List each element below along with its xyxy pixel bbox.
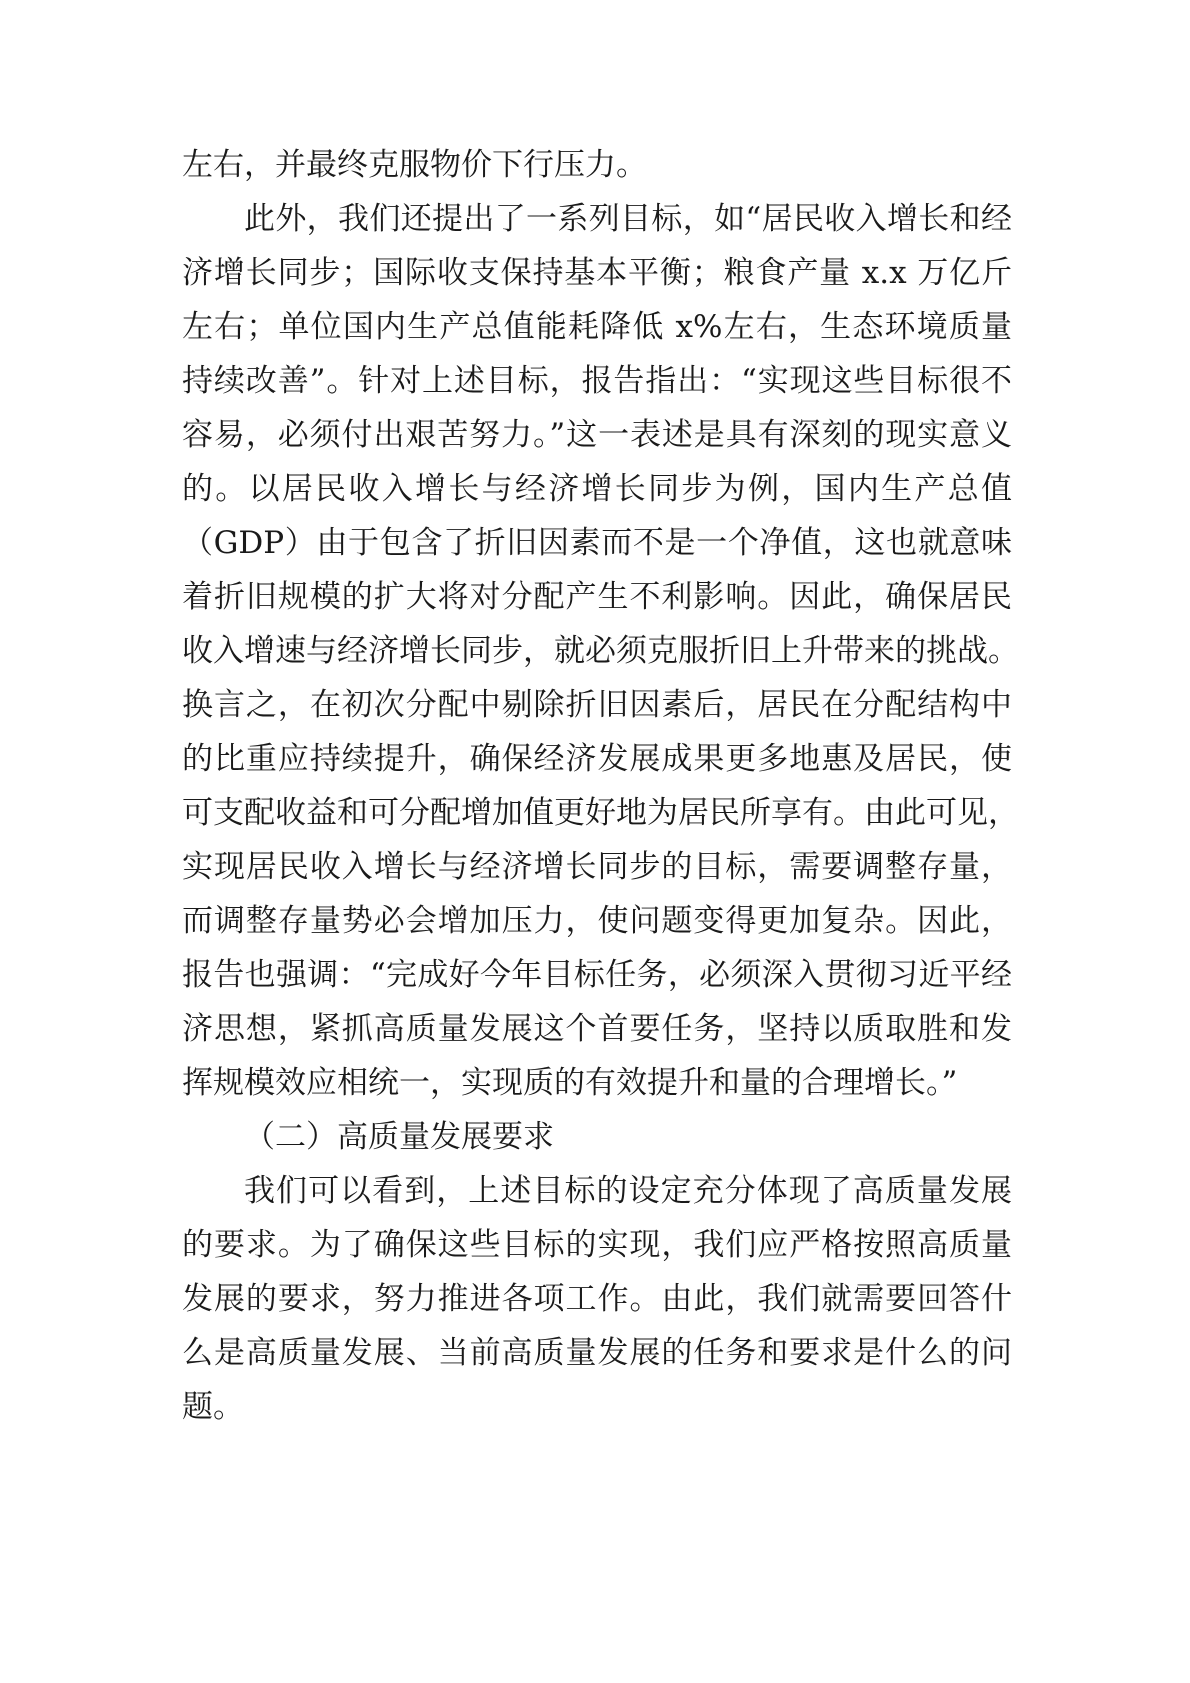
body-line: 济增长同步；国际收支保持基本平衡；粮食产量 x.x 万亿斤 [182,255,1012,291]
body-line: 的要求。为了确保这些目标的实现，我们应严格按照高质量 [182,1227,1012,1263]
section-heading: （二）高质量发展要求 [244,1119,554,1155]
body-line: 持续改善”。针对上述目标，报告指出：“实现这些目标很不 [182,363,1012,399]
body-line: 收入增速与经济增长同步，就必须克服折旧上升带来的挑战。 [182,633,1019,669]
body-line: 着折旧规模的扩大将对分配产生不利影响。因此，确保居民 [182,579,1012,615]
body-line: 挥规模效应相统一，实现质的有效提升和量的合理增长。” [182,1065,958,1101]
body-line: 换言之，在初次分配中剔除折旧因素后，居民在分配结构中 [182,687,1012,723]
body-line: 可支配收益和可分配增加值更好地为居民所享有。由此可见， [182,795,1019,831]
body-line: 而调整存量势必会增加压力，使问题变得更加复杂。因此， [182,903,1012,939]
body-line: 报告也强调：“完成好今年目标任务，必须深入贯彻习近平经 [182,957,1012,993]
body-line: 左右，并最终克服物价下行压力。 [182,147,647,183]
body-line: （GDP）由于包含了折旧因素而不是一个净值，这也就意味 [182,525,1012,561]
body-line: 我们可以看到，上述目标的设定充分体现了高质量发展 [244,1173,1012,1209]
body-line: 左右；单位国内生产总值能耗降低 x%左右，生态环境质量 [182,309,1012,345]
body-line: 的。以居民收入增长与经济增长同步为例，国内生产总值 [182,471,1012,507]
body-line: 此外，我们还提出了一系列目标，如“居民收入增长和经 [244,201,1012,237]
body-line: 发展的要求，努力推进各项工作。由此，我们就需要回答什 [182,1281,1012,1317]
body-line: 题。 [182,1389,244,1425]
body-line: 济思想，紧抓高质量发展这个首要任务，坚持以质取胜和发 [182,1011,1012,1047]
body-line: 实现居民收入增长与经济增长同步的目标，需要调整存量， [182,849,1012,885]
body-line: 的比重应持续提升，确保经济发展成果更多地惠及居民，使 [182,741,1012,777]
body-line: 么是高质量发展、当前高质量发展的任务和要求是什么的问 [182,1335,1012,1371]
body-line: 容易，必须付出艰苦努力。”这一表述是具有深刻的现实意义 [182,417,1012,453]
